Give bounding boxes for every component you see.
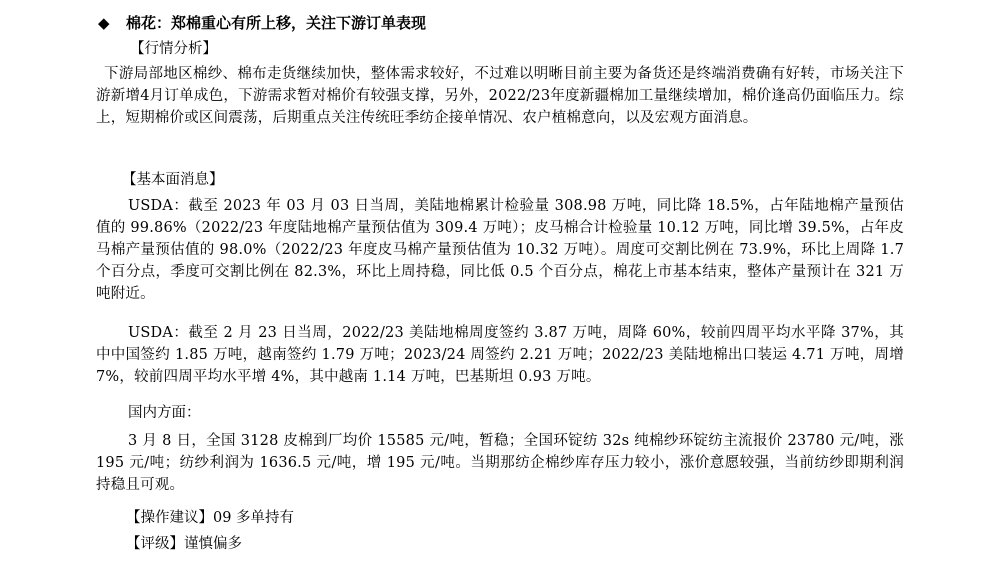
operation-suggestion [126,507,294,529]
usda-paragraph-2: USDA：截至 2 月 23 日当周，2022/23 美陆地棉周度签约 3.87 万吨，周降 60%，较前四周平均水平降 37%，其中中国签约 1.85 万吨，越南签约 1.79 万吨；2023/24 周签约 2.21 万吨；2022/23 美陆地棉出口装运 4.71 万吨，周增 7%，较前四周平均水平增 4%，其中越南 1.14 万吨，巴基斯坦 0.93 万吨。 [96,325,904,385]
section-title: 棉花：郑棉重心有所上移，关注下游订单表现 [126,14,427,32]
fundamentals-label: 【基本面消息】 [122,172,224,188]
suggestion-value: 09 多单持有 [213,510,295,526]
market-analysis-text: 下游局部地区棉纱、棉布走货继续加快，整体需求较好，不过难以明晰目前主要为备货还是终端消费确有好转，市场关注下游新增4月订单成色，下游需求暂对棉价有较强支撑，另外，2022/23年度新疆棉加工量继续增加，棉价逢高仍面临压力。综上，短期棉价或区间震荡，后期重点关注传统旺季纺企接单情况、农户植棉意向，以及宏观方面消息。 [96,66,904,126]
usda-paragraph-1: USDA：截至 2023 年 03 月 03 日当周，美陆地棉累计检验量 308.98 万吨，同比降 18.5%，占年陆地棉产量预估值的 99.86%（2022/23 年度陆地棉产量预估值为 309.4 万吨）；皮马棉合计检验量 10.12 万吨，同比增 39.5%，占年皮马棉产量预估值的 98.0%（2022/23 年度皮马棉产量预估值为 10.32 万吨）。周度可交割比例在 73.9%，环比上周降 1.7 个百分点，季度可交割比例在 82.3%，环比上周持稳，同比低 0.5 个百分点，棉花上市基本结束，整体产量预计在 321 万吨附近。 [96,198,904,302]
rating-label: 【评级】 [126,536,184,552]
market-analysis-label: 【行情分析】 [130,41,217,57]
suggestion-label: 【操作建议】 [126,510,213,526]
rating-line [126,533,242,555]
section-heading [98,11,426,35]
domestic-paragraph: 3 月 8 日，全国 3128 皮棉到厂均价 15585 元/吨，暂稳；全国环锭纺 32s 纯棉纱环锭纺主流报价 23780 元/吨，涨 195 元/吨；纺纱利润为 1636.5 元/吨，增 195 元/吨。当期那纺企棉纱库存压力较小，涨价意愿较强，当前纺纱即期利润持稳且可观。 [96,433,904,493]
diamond-bullet-icon: ◆ [98,14,110,32]
rating-value: 谨慎偏多 [184,536,242,552]
domestic-label: 国内方面： [128,405,201,421]
